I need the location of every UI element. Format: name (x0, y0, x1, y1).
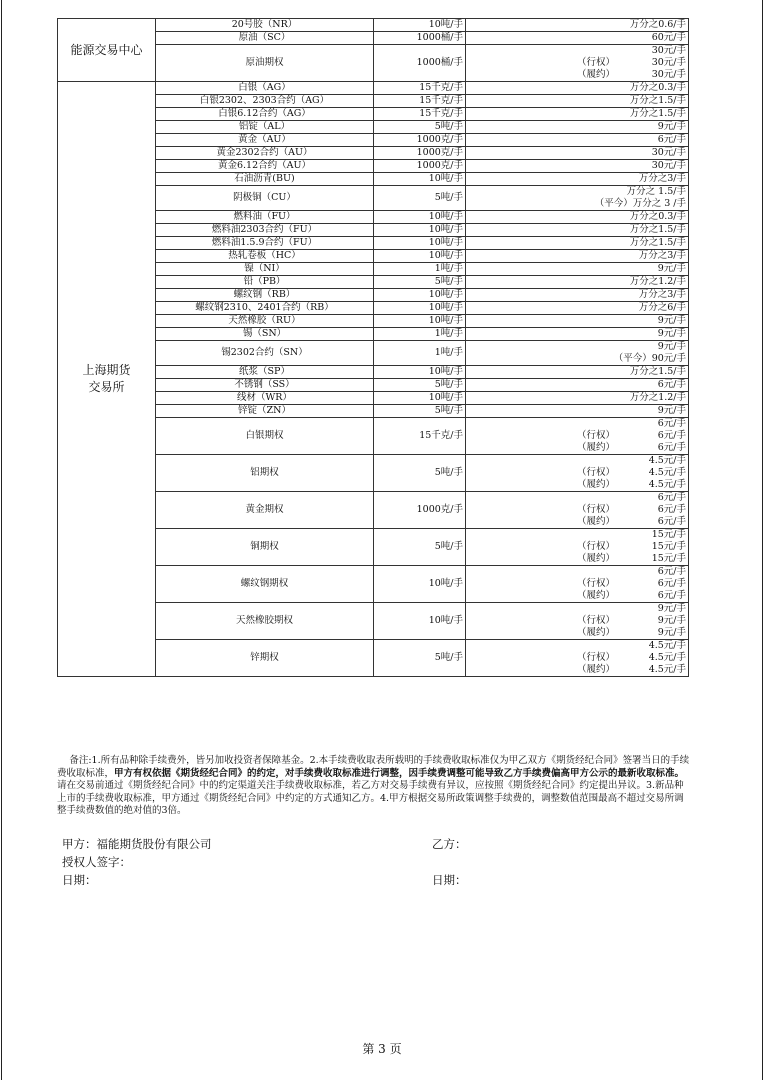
trading-unit: 1吨/手 (374, 328, 466, 341)
trading-unit: 10吨/手 (374, 224, 466, 237)
fee-cell (466, 147, 689, 160)
fee-cell (466, 121, 689, 134)
fee-cell (466, 492, 689, 529)
trading-unit: 5吨/手 (374, 121, 466, 134)
page-border-left (1, 0, 2, 1080)
fee-value: 万分之1.5/手 (629, 366, 686, 377)
option-tag: （履约） (577, 442, 616, 453)
fee-value: 9元/手 (657, 603, 686, 614)
fee-value: 4.5元/手 (648, 455, 686, 466)
trading-unit: 5吨/手 (374, 455, 466, 492)
fee-value: 9元/手 (657, 405, 686, 416)
exchange-name: 交易所 (88, 380, 125, 394)
fee-cell (466, 302, 689, 315)
product-name: 纸浆（SP） (156, 366, 374, 379)
trading-unit: 10吨/手 (374, 250, 466, 263)
party-a-date-label: 日期： (62, 873, 97, 887)
fee-value: 万分之0.6/手 (629, 19, 686, 30)
fee-value: 9元/手 (657, 315, 686, 326)
product-name: 铝期权 (156, 455, 374, 492)
fee-value: 15元/手 (651, 529, 686, 540)
trading-unit: 5吨/手 (374, 379, 466, 392)
fee-value: 万分之1.5/手 (629, 224, 686, 235)
fee-value: 15元/手 (651, 553, 686, 564)
product-name: 白银期权 (156, 418, 374, 455)
trading-unit: 1000克/手 (374, 160, 466, 173)
product-name: 黄金（AU） (156, 134, 374, 147)
product-name: 螺纹钢（RB） (156, 289, 374, 302)
fee-value: 万分之1.2/手 (629, 276, 686, 287)
product-name: 石油沥青(BU) (156, 173, 374, 186)
trading-unit: 5吨/手 (374, 276, 466, 289)
fee-cell (466, 276, 689, 289)
fee-cell (466, 405, 689, 418)
fee-cell (466, 341, 689, 366)
option-tag: （履约） (577, 553, 616, 564)
fee-cell (466, 82, 689, 95)
product-name: 原油期权 (156, 45, 374, 82)
product-name: 螺纹钢期权 (156, 566, 374, 603)
option-tag: （行权） (577, 652, 616, 663)
fee-cell (466, 95, 689, 108)
option-tag: （履约） (577, 479, 616, 490)
product-name: 螺纹钢2310、2401合约（RB） (156, 302, 374, 315)
page-border-right (762, 0, 763, 1080)
fee-value: 6元/手 (657, 566, 686, 577)
fee-table (57, 18, 689, 677)
trading-unit: 10吨/手 (374, 315, 466, 328)
exchange-name: 能源交易中心 (70, 42, 143, 57)
product-name: 锡（SN） (156, 328, 374, 341)
fee-cell (466, 455, 689, 492)
fee-cell (466, 250, 689, 263)
remarks-text: 备注:1.所有品种除手续费外，皆另加收投资者保障基金。2.本手续费收取表所载明的手续费收取标准仅为甲乙双方《期货经纪合同》签署当日的手续费收取标准， (57, 755, 690, 779)
fee-value: 6元/手 (657, 492, 686, 503)
fee-value: 4.5元/手 (648, 467, 686, 478)
fee-cell (466, 529, 689, 566)
fee-cell (466, 186, 689, 211)
fee-value: 9元/手 (657, 615, 686, 626)
remarks-text-continued: 请在交易前通过《期货经纪合同》中的约定渠道关注手续费收取标准，若乙方对交易手续费有异议，应按照《期货经纪合同》约定提出异议。3.新品种上市的手续费收取标准，甲方通过《期货经纪合同》中约定的方式通知乙方。4.甲方根据交易所政策调整手续费的，调整数值范围最高不超过交易所调整手续费数值的绝对值的3倍。 (57, 780, 684, 817)
trading-unit: 1吨/手 (374, 341, 466, 366)
fee-cell (466, 173, 689, 186)
fee-value: 30元/手 (651, 45, 686, 56)
trading-unit: 10吨/手 (374, 366, 466, 379)
fee-cell (466, 45, 689, 82)
product-name: 燃料油1.5.9合约（FU） (156, 237, 374, 250)
trading-unit: 10吨/手 (374, 392, 466, 405)
fee-value: 9元/手 (657, 263, 686, 274)
fee-value: 6元/手 (657, 134, 686, 145)
fee-value: 万分之1.5/手 (629, 95, 686, 106)
product-name: 铝锭（AL） (156, 121, 374, 134)
fee-value: （平今）90元/手 (613, 353, 686, 364)
fee-value: 9元/手 (657, 627, 686, 638)
fee-cell (466, 224, 689, 237)
fee-value: 6元/手 (657, 516, 686, 527)
trading-unit: 15千克/手 (374, 95, 466, 108)
fee-value: 15元/手 (651, 541, 686, 552)
product-name: 黄金2302合约（AU） (156, 147, 374, 160)
product-name: 铅（PB） (156, 276, 374, 289)
fee-value: 万分之0.3/手 (629, 211, 686, 222)
fee-cell (466, 263, 689, 276)
fee-value: 30元/手 (651, 57, 686, 68)
fee-cell (466, 392, 689, 405)
exchange-name: 上海期货 (82, 363, 131, 377)
fee-value: 万分之0.3/手 (629, 82, 686, 93)
trading-unit: 10吨/手 (374, 289, 466, 302)
remarks (57, 755, 691, 818)
trading-unit: 10吨/手 (374, 302, 466, 315)
fee-cell (466, 566, 689, 603)
fee-value: 60元/手 (651, 32, 686, 43)
authorized-signature-label: 授权人签字： (62, 855, 131, 869)
option-tag: （行权） (577, 541, 616, 552)
product-name: 阴极铜（CU） (156, 186, 374, 211)
fee-cell (466, 108, 689, 121)
product-name: 20号胶（NR） (156, 19, 374, 32)
option-tag: （行权） (577, 467, 616, 478)
fee-value: 6元/手 (657, 430, 686, 441)
trading-unit: 10吨/手 (374, 19, 466, 32)
fee-value: 4.5元/手 (648, 479, 686, 490)
fee-cell (466, 211, 689, 224)
fee-value: 6元/手 (657, 418, 686, 429)
fee-cell (466, 134, 689, 147)
trading-unit: 1000克/手 (374, 492, 466, 529)
fee-cell (466, 160, 689, 173)
product-name: 锌期权 (156, 640, 374, 677)
product-name: 铜期权 (156, 529, 374, 566)
option-tag: （行权） (577, 430, 616, 441)
option-tag: （行权） (577, 578, 616, 589)
fee-value: 万分之6/手 (638, 302, 686, 313)
fee-cell (466, 315, 689, 328)
remarks-bold-text: 甲方有权依据《期货经纪合同》的约定，对手续费收取标准进行调整，因手续费调整可能导致乙方手续费偏高甲方公示的最新收取标准。 (114, 767, 685, 779)
fee-cell (466, 379, 689, 392)
trading-unit: 5吨/手 (374, 529, 466, 566)
trading-unit: 10吨/手 (374, 603, 466, 640)
product-name: 热轧卷板（HC） (156, 250, 374, 263)
product-name: 黄金期权 (156, 492, 374, 529)
fee-value: 9元/手 (657, 328, 686, 339)
fee-cell (466, 418, 689, 455)
product-name: 黄金6.12合约（AU） (156, 160, 374, 173)
table-row (58, 19, 689, 32)
fee-cell (466, 366, 689, 379)
product-name: 白银2302、2303合约（AG） (156, 95, 374, 108)
fee-value: 万分之3/手 (638, 250, 686, 261)
product-name: 锡2302合约（SN） (156, 341, 374, 366)
product-name: 线材（WR） (156, 392, 374, 405)
product-name: 原油（SC） (156, 32, 374, 45)
trading-unit: 5吨/手 (374, 186, 466, 211)
trading-unit: 15千克/手 (374, 108, 466, 121)
fee-value: 6元/手 (657, 504, 686, 515)
option-tag: （行权） (577, 615, 616, 626)
fee-cell (466, 289, 689, 302)
fee-cell (466, 328, 689, 341)
fee-cell (466, 32, 689, 45)
fee-value: 万分之1.5/手 (629, 108, 686, 119)
option-tag: （履约） (577, 627, 616, 638)
product-name: 燃料油（FU） (156, 211, 374, 224)
trading-unit: 10吨/手 (374, 566, 466, 603)
option-tag: （行权） (577, 504, 616, 515)
product-name: 白银（AG） (156, 82, 374, 95)
product-name: 白银6.12合约（AG） (156, 108, 374, 121)
fee-cell (466, 237, 689, 250)
trading-unit: 1000桶/手 (374, 32, 466, 45)
product-name: 燃料油2303合约（FU） (156, 224, 374, 237)
fee-value: 万分之3/手 (638, 289, 686, 300)
fee-value: 万分之3/手 (638, 173, 686, 184)
fee-cell (466, 603, 689, 640)
fee-value: 30元/手 (651, 69, 686, 80)
fee-cell (466, 640, 689, 677)
trading-unit: 1000克/手 (374, 147, 466, 160)
option-tag: （履约） (577, 69, 616, 80)
product-name: 天然橡胶期权 (156, 603, 374, 640)
fee-cell (466, 19, 689, 32)
party-b-label: 乙方： (432, 837, 467, 851)
option-tag: （行权） (577, 57, 616, 68)
exchange-cell (58, 82, 156, 677)
table-row (58, 82, 689, 95)
page-number: 第 3 页 (362, 1042, 402, 1056)
fee-value: 6元/手 (657, 379, 686, 390)
option-tag: （履约） (577, 516, 616, 527)
trading-unit: 15千克/手 (374, 82, 466, 95)
fee-value: 4.5元/手 (648, 664, 686, 675)
fee-value: 6元/手 (657, 442, 686, 453)
fee-value: 6元/手 (657, 590, 686, 601)
exchange-cell (58, 19, 156, 82)
option-tag: （履约） (577, 590, 616, 601)
trading-unit: 10吨/手 (374, 237, 466, 250)
trading-unit: 5吨/手 (374, 405, 466, 418)
trading-unit: 5吨/手 (374, 640, 466, 677)
fee-value: 9元/手 (657, 341, 686, 352)
trading-unit: 1000克/手 (374, 134, 466, 147)
product-name: 天然橡胶（RU） (156, 315, 374, 328)
product-name: 锌锭（ZN） (156, 405, 374, 418)
product-name: 不锈钢（SS） (156, 379, 374, 392)
fee-value: 万分之 1.5/手 (626, 186, 686, 197)
fee-value: 30元/手 (651, 147, 686, 158)
party-a-label: 甲方：福能期货股份有限公司 (62, 837, 212, 851)
trading-unit: 15千克/手 (374, 418, 466, 455)
trading-unit: 10吨/手 (374, 173, 466, 186)
trading-unit: 10吨/手 (374, 211, 466, 224)
trading-unit: 1000桶/手 (374, 45, 466, 82)
fee-value: 30元/手 (651, 160, 686, 171)
fee-value: 9元/手 (657, 121, 686, 132)
product-name: 镍（NI） (156, 263, 374, 276)
fee-value: （平今）万分之 3 /手 (594, 198, 686, 209)
fee-value: 4.5元/手 (648, 652, 686, 663)
fee-value: 万分之1.2/手 (629, 392, 686, 403)
fee-value: 6元/手 (657, 578, 686, 589)
fee-value: 4.5元/手 (648, 640, 686, 651)
fee-value: 万分之1.5/手 (629, 237, 686, 248)
option-tag: （履约） (577, 664, 616, 675)
party-b-date-label: 日期： (432, 873, 467, 887)
trading-unit: 1吨/手 (374, 263, 466, 276)
